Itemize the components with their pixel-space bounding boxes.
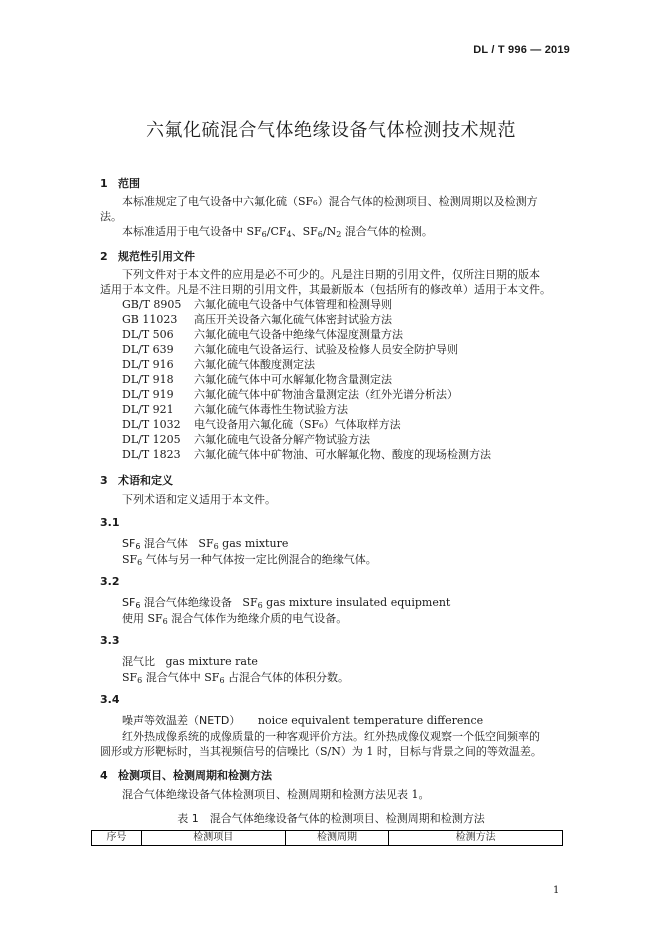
text: 使用 SF [122, 612, 163, 625]
document-title: 六氟化硫混合气体绝缘设备气体检测技术规范 [146, 120, 516, 141]
term-name [122, 595, 562, 610]
reference-item [100, 432, 562, 447]
table-header-cell: 检测周期 [285, 831, 389, 845]
reference-title: 六氟化硫电气设备中绝缘气体湿度测量方法 [194, 328, 403, 341]
paragraph: 下列术语和定义适用于本文件。 [122, 493, 276, 506]
reference-item [100, 342, 562, 357]
reference-title: 六氟化硫电气设备中气体管理和检测导则 [194, 298, 392, 311]
text: 混合气体中 SF [142, 671, 220, 684]
reference-code: DL/T 1823 [122, 448, 181, 461]
term-number: 3.4 [100, 693, 120, 706]
section-title: 规范性引用文件 [118, 250, 195, 263]
term-number: 3.2 [100, 575, 120, 588]
term-en [198, 537, 288, 550]
term-definition [122, 670, 562, 685]
reference-title: 六氟化硫气体毒性生物试验方法 [194, 403, 348, 416]
paragraph: 混合气体绝缘设备气体检测项目、检测周期和检测方法见表 1。 [122, 788, 430, 801]
reference-title: 六氟化硫气体中可水解氟化物含量测定法 [194, 373, 392, 386]
reference-title: 六氟化硫气体中矿物油含量测定法（红外光谱分析法） [194, 388, 458, 401]
term-cn [122, 537, 188, 550]
paragraph: 本标准规定了电气设备中六氟化硫（SF₆）混合气体的检测项目、检测周期以及检测方 [122, 195, 538, 208]
term-number: 3.1 [100, 516, 120, 529]
term-en: gas mixture rate [165, 655, 258, 668]
table-header-cell: 检测方法 [388, 831, 563, 845]
section-number: 3 [100, 474, 108, 487]
subscript: 6 [213, 542, 219, 551]
reference-item [100, 447, 562, 462]
text: SF [198, 537, 214, 550]
paragraph: 下列文件对于本文件的应用是必不可少的。凡是注日期的引用文件，仅所注日期的版本 [122, 268, 540, 281]
term-name [122, 536, 562, 551]
term-name [122, 713, 562, 728]
term-definition [122, 611, 562, 626]
subscript: 6 [257, 601, 263, 610]
term-name [122, 654, 562, 669]
paragraph [100, 224, 562, 239]
reference-code: DL/T 921 [122, 403, 174, 416]
reference-item [100, 297, 562, 312]
table-header-row [91, 830, 563, 846]
reference-code: DL/T 1205 [122, 433, 181, 446]
paragraph: 法。 [100, 210, 122, 223]
term-definition [122, 552, 562, 567]
subscript: 4 [286, 230, 292, 239]
text: /N [322, 225, 337, 238]
reference-item [100, 327, 562, 342]
text: SF [122, 671, 138, 684]
text: SF [122, 596, 136, 609]
reference-code: DL/T 1032 [122, 418, 181, 431]
text: 混合气体绝缘设备 [140, 596, 232, 609]
section-number: 1 [100, 177, 108, 190]
reference-title: 六氟化硫气体酸度测定法 [194, 358, 315, 371]
term-en: noice equivalent temperature difference [257, 714, 484, 727]
text: 本标准适用于电气设备中 SF [122, 225, 262, 238]
reference-title: 六氟化硫气体中矿物油、可水解氟化物、酸度的现场检测方法 [194, 448, 491, 461]
reference-item [100, 312, 562, 327]
table-caption: 表 1 混合气体绝缘设备气体的检测项目、检测周期和检测方法 [177, 812, 485, 825]
section-title: 术语和定义 [118, 474, 173, 487]
text: SF [122, 553, 138, 566]
reference-item [100, 357, 562, 372]
text: 混合气体 [140, 537, 188, 550]
term-cn: 混气比 [122, 655, 155, 668]
table-header-cell: 检测项目 [141, 831, 285, 845]
subscript: 6 [162, 617, 168, 626]
text: 、SF [291, 225, 318, 238]
section-4-heading [100, 767, 272, 783]
term-en [242, 596, 450, 609]
reference-item [100, 372, 562, 387]
term-definition: 圆形或方形靶标时，当其视频信号的信噪比（S/N）为 1 时，目标与背景之间的等效温差。 [100, 745, 542, 758]
subscript: 6 [317, 230, 323, 239]
page-number: 1 [553, 885, 560, 896]
text: 占混合气体的体积分数。 [224, 671, 350, 684]
text: 气体与另一种气体按一定比例混合的绝缘气体。 [142, 553, 377, 566]
term-cn: 噪声等效温差（NETD） [122, 714, 241, 727]
text: gas mixture [218, 537, 289, 550]
reference-title: 六氟化硫电气设备分解产物试验方法 [194, 433, 370, 446]
reference-code: DL/T 919 [122, 388, 174, 401]
reference-code: DL/T 639 [122, 343, 174, 356]
paragraph: 适用于本文件。凡是不注日期的引用文件，其最新版本（包括所有的修改单）适用于本文件。 [100, 283, 551, 296]
reference-code: GB/T 8905 [122, 298, 182, 311]
document-number: DL / T 996 — 2019 [473, 44, 570, 56]
text: SF [122, 537, 136, 550]
subscript: 6 [135, 601, 141, 610]
reference-item [100, 387, 562, 402]
table-header-cell: 序号 [91, 831, 141, 845]
text: 混合气体作为绝缘介质的电气设备。 [167, 612, 348, 625]
text: /CF [266, 225, 287, 238]
section-2-heading [100, 248, 195, 264]
reference-code: DL/T 918 [122, 373, 174, 386]
text: SF [242, 596, 258, 609]
section-1-heading [100, 175, 140, 191]
term-definition: 红外热成像系统的成像质量的一种客观评价方法。红外热成像仪观察一个低空间频率的 [122, 730, 540, 743]
section-title: 检测项目、检测周期和检测方法 [118, 769, 272, 782]
section-title: 范围 [118, 177, 140, 190]
text: gas mixture insulated equipment [262, 596, 451, 609]
reference-item [100, 402, 562, 417]
subscript: 6 [137, 558, 143, 567]
reference-title: 高压开关设备六氟化硫气体密封试验方法 [194, 313, 392, 326]
reference-code: DL/T 916 [122, 358, 174, 371]
subscript: 6 [135, 542, 141, 551]
subscript: 6 [261, 230, 267, 239]
reference-title: 电气设备用六氟化硫（SF₆）气体取样方法 [194, 418, 401, 431]
subscript: 6 [219, 676, 225, 685]
section-number: 4 [100, 769, 108, 782]
section-3-heading [100, 472, 173, 488]
subscript: 2 [336, 230, 342, 239]
term-cn [122, 596, 232, 609]
reference-title: 六氟化硫电气设备运行、试验及检修人员安全防护导则 [194, 343, 458, 356]
reference-item [100, 417, 562, 432]
subscript: 6 [137, 676, 143, 685]
reference-code: GB 11023 [122, 313, 178, 326]
text: 混合气体的检测。 [341, 225, 433, 238]
section-number: 2 [100, 250, 108, 263]
reference-code: DL/T 506 [122, 328, 174, 341]
term-number: 3.3 [100, 634, 120, 647]
